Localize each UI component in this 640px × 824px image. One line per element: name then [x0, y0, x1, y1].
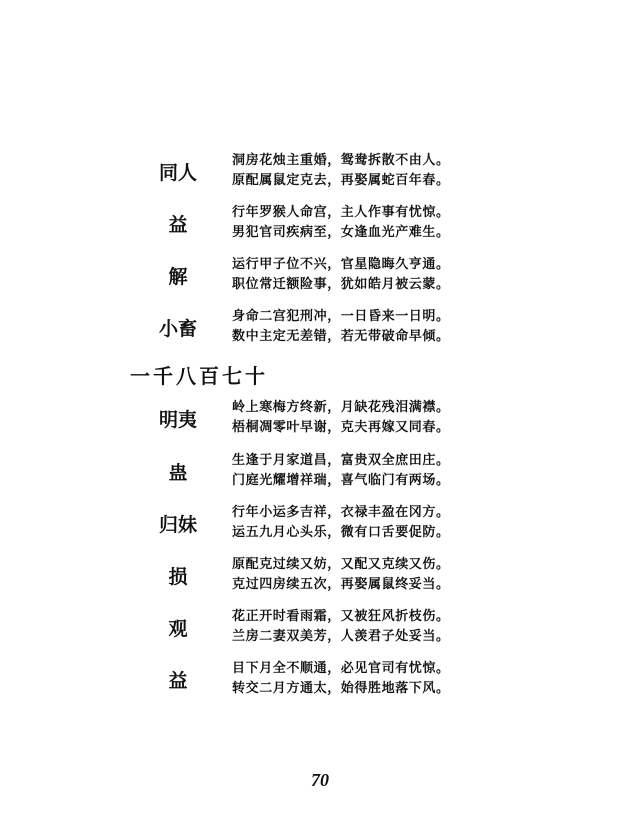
entry-yi [0, 203, 640, 247]
entry-yi-2 [0, 659, 640, 703]
entry-tongren [0, 151, 640, 195]
hexagram-name: 损 [168, 566, 188, 588]
entry-gu [0, 451, 640, 495]
verse [232, 607, 472, 647]
verse-line: 生逢于月家道昌，富贵双全庶田庄。 [232, 453, 450, 468]
verse [232, 398, 472, 438]
verse-line: 花正开时看雨霜，又被狂风折枝伤。 [232, 609, 450, 624]
hexagram-name: 益 [168, 670, 188, 692]
verse [232, 255, 472, 295]
hexagram-name: 观 [168, 618, 188, 640]
verse-line: 原配属鼠定克去，再娶属蛇百年春。 [232, 173, 450, 188]
verse-line: 克过四房续五次，再娶属鼠终妥当。 [232, 577, 450, 592]
verse-line: 行年罗猴人命宫，主人作事有忧惊。 [232, 205, 450, 220]
verse [232, 503, 472, 543]
hexagram-name: 益 [168, 214, 188, 236]
verse [232, 555, 472, 595]
verse [232, 659, 472, 699]
verse-line: 转交二月方通太，始得胜地落下风。 [232, 681, 450, 696]
verse-line: 兰房二妻双美芳，人羡君子处妥当。 [232, 629, 450, 644]
page-number: 70 [311, 770, 329, 790]
verse-line: 行年小运多吉祥，衣禄丰盈在冈方。 [232, 505, 450, 520]
verse-line: 门庭光耀增祥瑞，喜气临门有两场。 [232, 473, 450, 488]
verse [232, 151, 472, 191]
entry-guimei [0, 503, 640, 547]
verse-line: 岭上寒梅方终新，月缺花残泪满襟。 [232, 400, 450, 415]
hexagram-name: 蛊 [168, 462, 188, 484]
verse-line: 男犯官司疾病至，女逢血光产难生。 [232, 225, 450, 240]
verse-line: 洞房花烛主重婚，鸳鸯拆散不由人。 [232, 153, 450, 168]
hexagram-name: 小畜 [158, 318, 197, 340]
entry-jie [0, 255, 640, 299]
entry-sun [0, 555, 640, 599]
entry-mingyi [0, 398, 640, 442]
verse-line: 运行甲子位不兴，官星隐晦久亨通。 [232, 257, 450, 272]
hexagram-name: 同人 [158, 162, 197, 184]
verse-line: 目下月全不顺通，必见官司有忧惊。 [232, 661, 450, 676]
verse-line: 职位常迁额险事，犹如皓月被云蒙。 [232, 277, 450, 292]
entry-xiaoxu [0, 307, 640, 351]
verse-line: 运五九月心头乐，微有口舌要促防。 [232, 525, 450, 540]
verse-line: 身命二宫犯刑冲，一日昏来一日明。 [232, 309, 450, 324]
verse [232, 203, 472, 243]
section-heading: 一千八百七十 [130, 364, 268, 388]
verse [232, 451, 472, 491]
verse-line: 梧桐凋零叶早谢，克夫再嫁又同春。 [232, 420, 450, 435]
hexagram-name: 明夷 [158, 409, 197, 431]
hexagram-name: 解 [168, 266, 188, 288]
entry-guan [0, 607, 640, 651]
verse-line: 数中主定无差错，若无带破命早倾。 [232, 329, 450, 344]
verse [232, 307, 472, 347]
hexagram-name: 归妹 [158, 514, 197, 536]
verse-line: 原配克过续又妨，又配又克续又伤。 [232, 557, 450, 572]
